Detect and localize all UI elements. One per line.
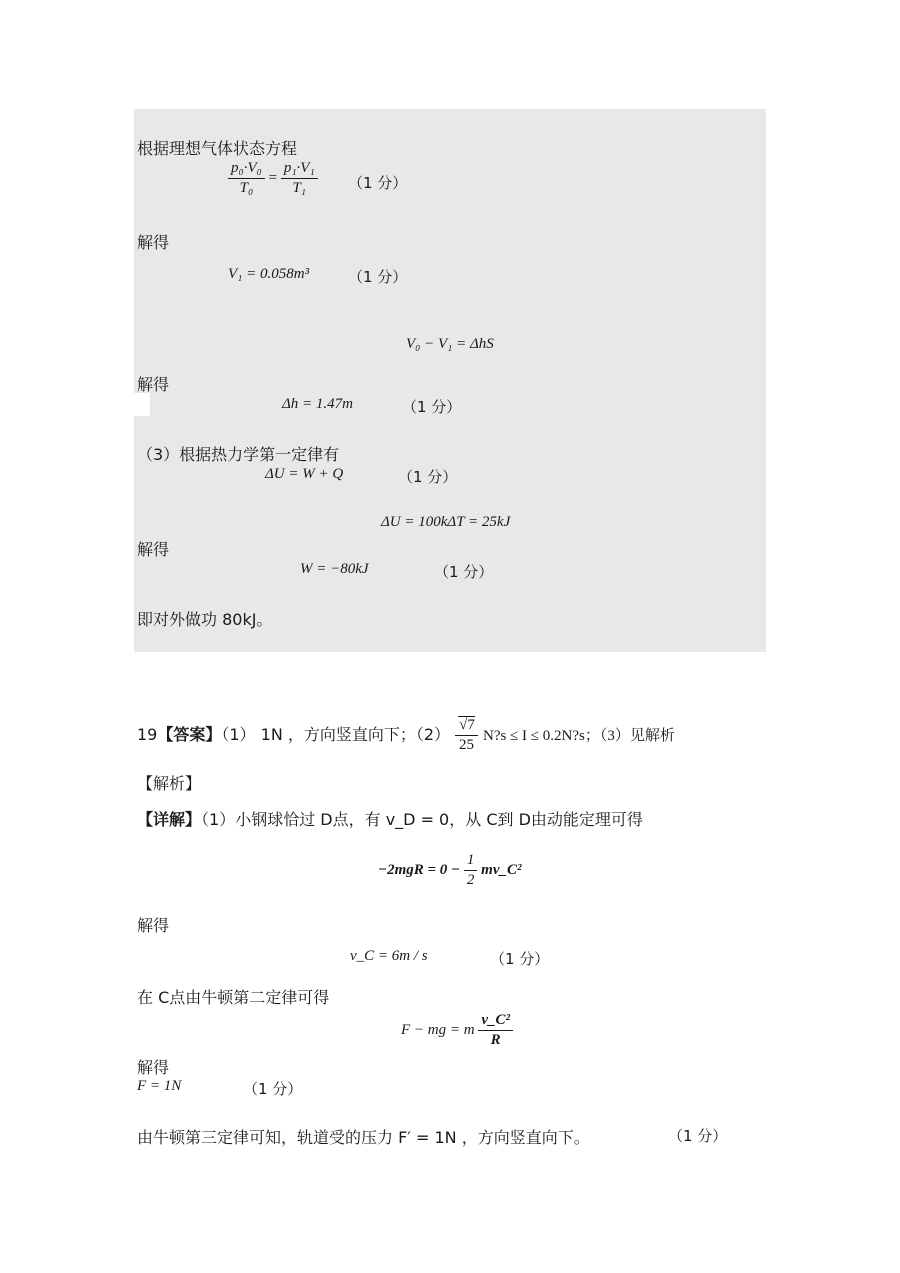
points-vc: （1 分）: [490, 950, 550, 968]
q19-answer-line: 19【答案】（1） 1N ，方向竖直向下；（2） $\frac{√7}{25}$ N?s ≤ I ≤ 0.2N?s；（3）见解析: [137, 716, 675, 753]
analysis-tag: 【解析】: [137, 774, 202, 793]
equation-work: W = −80kJ: [300, 561, 369, 577]
points-eq5: （1 分）: [398, 468, 458, 486]
detail-line: 【详解】（1）小钢球恰过 D点，有 v_D = 0，从 C到 D由动能定理可得: [137, 810, 643, 829]
equation-force: F − mg = m $\frac{\text{v\_C²}}{R}$: [401, 1012, 513, 1050]
solve-label-3: 解得: [137, 540, 170, 559]
solve-label-1: 解得: [137, 233, 170, 252]
newton2-label: 在 C点由牛顿第二定律可得: [137, 988, 330, 1007]
equation-energy: −2mgR = 0 − $\frac{1}{2}$ mv_C²: [378, 852, 522, 889]
equation-F: F = 1N: [137, 1078, 182, 1094]
points-F: （1 分）: [243, 1080, 303, 1098]
equation-first-law: ΔU = W + Q: [265, 466, 344, 482]
fraction-sqrt7-25: $\frac{√7}{25}$: [455, 717, 478, 755]
points-eq1: （1 分）: [348, 174, 408, 192]
state-equation-label: 根据理想气体状态方程: [137, 139, 298, 158]
part3-label: （3）根据热力学第一定律有: [137, 445, 340, 464]
equation-v1: V₁ = 0.058m³: [228, 266, 310, 282]
solve-label-5: 解得: [137, 1058, 170, 1077]
answer-tag: 【答案】: [157, 725, 222, 744]
points-newton3: （1 分）: [668, 1127, 728, 1145]
equation-vc: v_C = 6m / s: [350, 948, 428, 964]
detail-tag: 【详解】: [137, 810, 202, 829]
conclusion-text: 即对外做功 80kJ。: [137, 610, 273, 629]
newton3-text: 由牛顿第三定律可知，轨道受的压力 F′ = 1N ，方向竖直向下。: [137, 1128, 590, 1147]
points-eq4: （1 分）: [402, 398, 462, 416]
equation-delta-h: Δh = 1.47m: [282, 396, 354, 412]
solve-label-4: 解得: [137, 916, 170, 935]
points-eq2: （1 分）: [348, 268, 408, 286]
equation-internal-energy: ΔU = 100kΔT = 25kJ: [381, 514, 511, 530]
question-number: 19: [137, 725, 158, 744]
margin-notch: [134, 393, 150, 416]
equation-ideal-gas: $\frac{\text{p₀·V₀}}{\text{T₀}}$ = $\frac{\text{p₁·V₁}}{\text{T₁}}$: [228, 160, 318, 198]
solve-label-2: 解得: [137, 375, 170, 394]
points-eq7: （1 分）: [434, 563, 494, 581]
equation-volume-diff: V₀ − V₁ = ΔhS: [406, 336, 494, 352]
